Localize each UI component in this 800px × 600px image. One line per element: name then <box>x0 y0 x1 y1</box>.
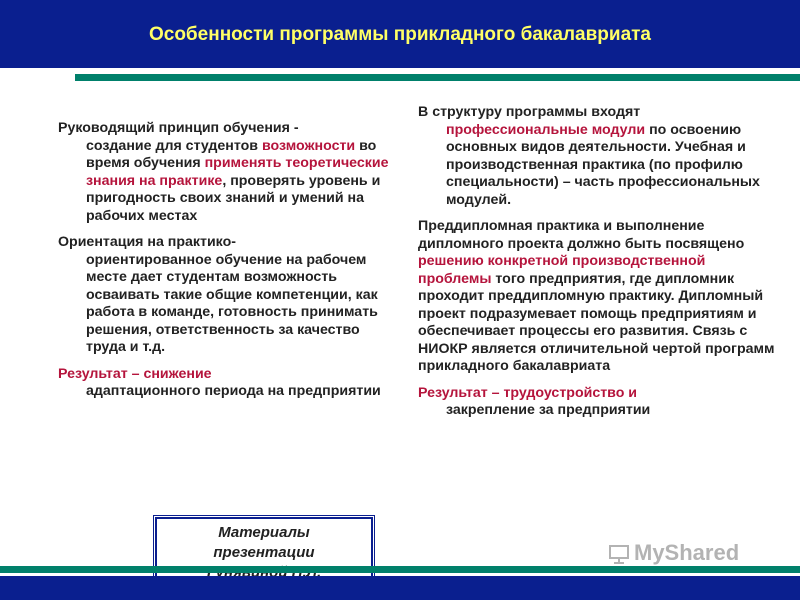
result-right-heading: Результат – трудоустройство и <box>418 384 638 401</box>
bottom-divider <box>0 566 800 573</box>
materials-line-2: презентации <box>213 544 315 561</box>
diploma-red: решению конкретной производственной проблемы <box>418 253 706 287</box>
principle-red-a: возможности <box>261 137 356 154</box>
materials-credit-box <box>155 517 373 585</box>
paragraph-orientation <box>58 234 398 357</box>
structure-heading: В структуру программы входят <box>418 104 641 120</box>
principle-text-c: , проверять уровень и пригодность своих знаний и умений на рабочих местах <box>86 172 381 224</box>
paragraph-diploma <box>418 218 778 376</box>
orientation-body: ориентированное обучение на рабочем месте дает студентам возможность осваивать такие общие компетенции, как работа в команде, готовность принимать решения, ответственность за качество труда и т.д. <box>86 251 378 355</box>
presentation-icon <box>608 543 630 565</box>
top-divider <box>75 74 800 81</box>
diploma-text-b: того предприятия, где дипломник проходит преддипломную практику. Дипломный проект подразумевает помощь предприятиям и обеспечивает процессы его развития. Связь с НИОКР является отличительной чертой программ прикладного бакалавриата <box>418 270 775 374</box>
paragraph-result-left <box>58 366 398 401</box>
left-column <box>58 120 398 410</box>
result-left-body: адаптационного периода на предприятии <box>86 383 381 399</box>
structure-text: по освоению основных видов деятельности. Учебная и производственная практика (по профилю специальности) – часть профессиональных модулей. <box>446 121 760 208</box>
page-title: Особенности программы прикладного бакалавриата <box>148 24 652 45</box>
principle-red-b: применять теоретические знания на практике <box>86 155 389 189</box>
structure-red: профессиональные модули <box>446 121 646 138</box>
orientation-heading: Ориентация на практико- <box>58 234 236 250</box>
materials-line-1: Материалы <box>218 524 310 541</box>
principle-text-b: во время обучения <box>86 137 377 171</box>
principle-text-a: создание для студентов <box>86 137 259 154</box>
watermark-text: MyShared <box>634 540 740 565</box>
footer-band <box>0 576 800 600</box>
result-left-heading: Результат – снижение <box>58 365 212 382</box>
paragraph-principle <box>58 120 398 225</box>
structure-body <box>418 122 778 210</box>
paragraph-structure <box>418 104 778 209</box>
result-right-body: закрепление за предприятии <box>446 402 651 418</box>
principle-body <box>58 138 398 226</box>
diploma-text-a: Преддипломная практика и выполнение дипломного проекта должно быть посвящено <box>418 218 745 252</box>
right-column <box>418 104 778 429</box>
principle-heading: Руководящий принцип обучения - <box>58 120 299 136</box>
paragraph-result-right <box>418 385 778 420</box>
